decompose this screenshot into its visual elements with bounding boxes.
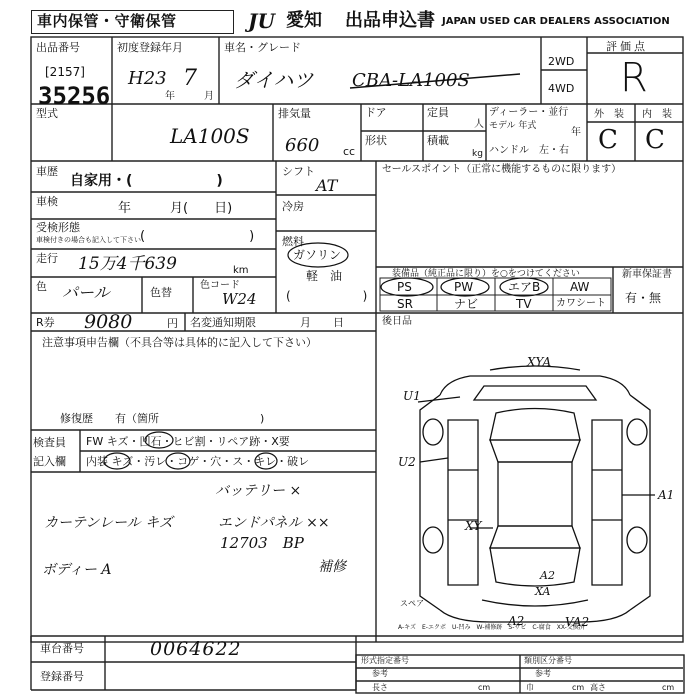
diagram-u1: U1	[403, 389, 421, 403]
approval-label: 形式指定番号	[361, 656, 409, 665]
fuel-paren: ( )	[286, 289, 368, 303]
load-label: 積載	[427, 134, 449, 147]
doors-label: ドア	[365, 106, 387, 119]
equipment-ps: PS	[397, 280, 412, 294]
lot-number: 35256	[38, 82, 111, 110]
diagram-va2: VA2	[565, 615, 590, 629]
history-label: 車歴	[36, 165, 58, 178]
drive-2wd: 2WD	[548, 55, 575, 68]
history-value: 自家用・( )	[70, 173, 223, 189]
repair-history-label: 修復歴 有（箇所	[60, 412, 159, 425]
diagram-xya: XYA	[527, 355, 552, 369]
notice-value: 月 日	[300, 316, 344, 329]
chassis-value: 0064622	[150, 638, 242, 660]
receipt-value: ( )	[140, 229, 255, 244]
diagram-xa: XA	[535, 585, 551, 598]
color-label: 色	[36, 280, 47, 293]
color-code-value: W24	[222, 290, 257, 308]
maker-name: ダイハツ	[234, 68, 314, 92]
capacity-label: 定員	[427, 106, 449, 119]
month-unit: 月	[204, 91, 214, 102]
dealer-label: ディーラー・並行	[489, 107, 569, 118]
ju-logo: JU	[248, 9, 275, 33]
first-registration-month: 7	[183, 66, 197, 91]
post-items-label: 後日品	[382, 316, 412, 327]
note-repair: 補修	[318, 559, 346, 575]
year-unit: 年	[165, 91, 175, 102]
displacement-value: 660	[285, 135, 320, 156]
diagram-legend: A-キズ E-エクボ U-凹み W-補修跡 S-サビ C-腐食 XX-交換済	[398, 624, 585, 631]
equipment-label: 装備品（純正品に限り）を○をつけてください	[392, 269, 580, 279]
receipt-label: 受検形態	[36, 221, 80, 234]
model-type-label: 型式	[36, 107, 58, 120]
receipt-sub: 車検付きの場合も記入して下さい	[36, 236, 141, 244]
inspection-value: 年 月( 日)	[118, 201, 233, 216]
note-battery: バッテリー ×	[215, 483, 302, 499]
mileage-label: 走行	[36, 252, 58, 265]
kg-unit: kg	[472, 149, 483, 159]
maker-grade-label: 車名・グレード	[224, 41, 301, 54]
width-unit: cm	[572, 683, 585, 692]
color-change-label: 色替	[150, 286, 172, 299]
persons-unit: 人	[474, 119, 484, 130]
ac-label: 冷房	[282, 200, 304, 213]
first-registration-year: H23	[128, 68, 167, 89]
diagram-xy: XY	[465, 519, 482, 533]
equipment-sr: SR	[397, 297, 413, 311]
diagram-u2: U2	[398, 455, 416, 469]
equipment-pw: PW	[454, 280, 474, 294]
height-label: 高さ	[590, 683, 606, 692]
shift-label: シフト	[282, 165, 315, 178]
fuel-gas: ガソリン	[293, 248, 342, 262]
inspector-line-1: FW キズ・凹石・ヒビ割・リペア跡・X要	[86, 435, 290, 448]
inspector-line-2: 内装 キズ・汚レ・コゲ・穴・ス・キレ・破レ	[86, 455, 310, 468]
rating-label: 評価点	[606, 40, 648, 53]
yen-unit: 円	[167, 317, 178, 330]
interior-label: 内 装	[642, 109, 672, 120]
length-unit: cm	[478, 683, 491, 692]
interior-grade: C	[645, 125, 665, 155]
displacement-label: 排気量	[278, 107, 311, 120]
diagram-a2-bottom: A2	[508, 614, 525, 628]
drive-4wd: 4WD	[548, 82, 575, 95]
km-unit: km	[233, 265, 249, 276]
diagram-spare: スペア	[400, 599, 424, 608]
exterior-grade: C	[598, 125, 618, 155]
note-code-bp: 12703 BP	[220, 534, 304, 552]
note-end-panel: エンドパネル ××	[218, 515, 330, 531]
diagram-a2-rear: A2	[540, 569, 555, 582]
approval-notes: 参考	[372, 669, 388, 678]
shift-value: AT	[316, 176, 338, 195]
brand-name: 愛知	[286, 10, 322, 31]
repair-history-close: )	[260, 412, 265, 425]
cc-unit: cc	[343, 145, 356, 158]
association-name: JAPAN USED CAR DEALERS ASSOCIATION	[442, 16, 670, 27]
lot-number-small: [2157]	[45, 65, 85, 79]
equipment-airbag: エアB	[508, 280, 541, 294]
shape-label: 形状	[365, 134, 387, 147]
model-type-value: LA100S	[170, 124, 250, 148]
color-code-label: 色コード	[200, 280, 240, 291]
category-label: 類別区分番号	[524, 656, 572, 665]
inspection-label: 車検	[36, 195, 58, 208]
sales-point-label: セールスポイント（正常に機能するものに限ります）	[382, 164, 622, 175]
note-body-scratch: カーテンレール キズ	[44, 515, 173, 531]
handle-label: ハンドル 左・右	[489, 145, 569, 156]
category-notes: 参考	[535, 669, 551, 678]
r-ticket-label: R券	[36, 316, 55, 329]
notice-label: 名変通知期限	[190, 316, 256, 329]
exterior-label: 外 装	[594, 109, 624, 120]
inspector-label-1: 検査員	[33, 436, 66, 449]
diagram-a1: A1	[658, 488, 675, 502]
first-registration-label: 初度登録年月	[117, 41, 183, 54]
height-unit: cm	[662, 683, 675, 692]
equipment-leather: カワシート	[556, 298, 606, 309]
color-value: パール	[62, 283, 110, 302]
model-year-label: モデル 年式	[489, 121, 537, 131]
width-label: 巾	[526, 683, 534, 692]
form-title: 出品申込書	[345, 10, 435, 31]
equipment-tv: TV	[516, 297, 532, 311]
r-ticket-value: 9080	[84, 311, 133, 333]
struck-model-code: CBA-LA100S	[352, 70, 470, 91]
car-diagram	[418, 366, 655, 622]
inspector-label-2: 記入欄	[33, 455, 66, 468]
note-body: ボディー A	[42, 562, 112, 578]
fuel-label: 燃料	[282, 235, 304, 248]
storage-badge-text: 車内保管・守衛保管	[37, 12, 177, 30]
model-year-unit: 年	[571, 127, 581, 138]
lot-number-label: 出品番号	[36, 41, 80, 54]
equipment-navi: ナビ	[454, 297, 479, 311]
registration-label: 登録番号	[40, 670, 84, 683]
mileage-value: 15万4千639	[78, 254, 177, 274]
rating-value: R	[620, 55, 648, 101]
equipment-aw: AW	[570, 280, 590, 294]
length-label: 長さ	[372, 683, 388, 692]
warranty-value: 有・無	[625, 291, 662, 305]
notes-label: 注意事項申告欄（不具合等は具体的に記入して下さい）	[42, 336, 317, 349]
warranty-label: 新車保証書	[622, 269, 672, 280]
fuel-diesel: 軽 油	[306, 269, 343, 283]
chassis-label: 車台番号	[40, 642, 84, 655]
